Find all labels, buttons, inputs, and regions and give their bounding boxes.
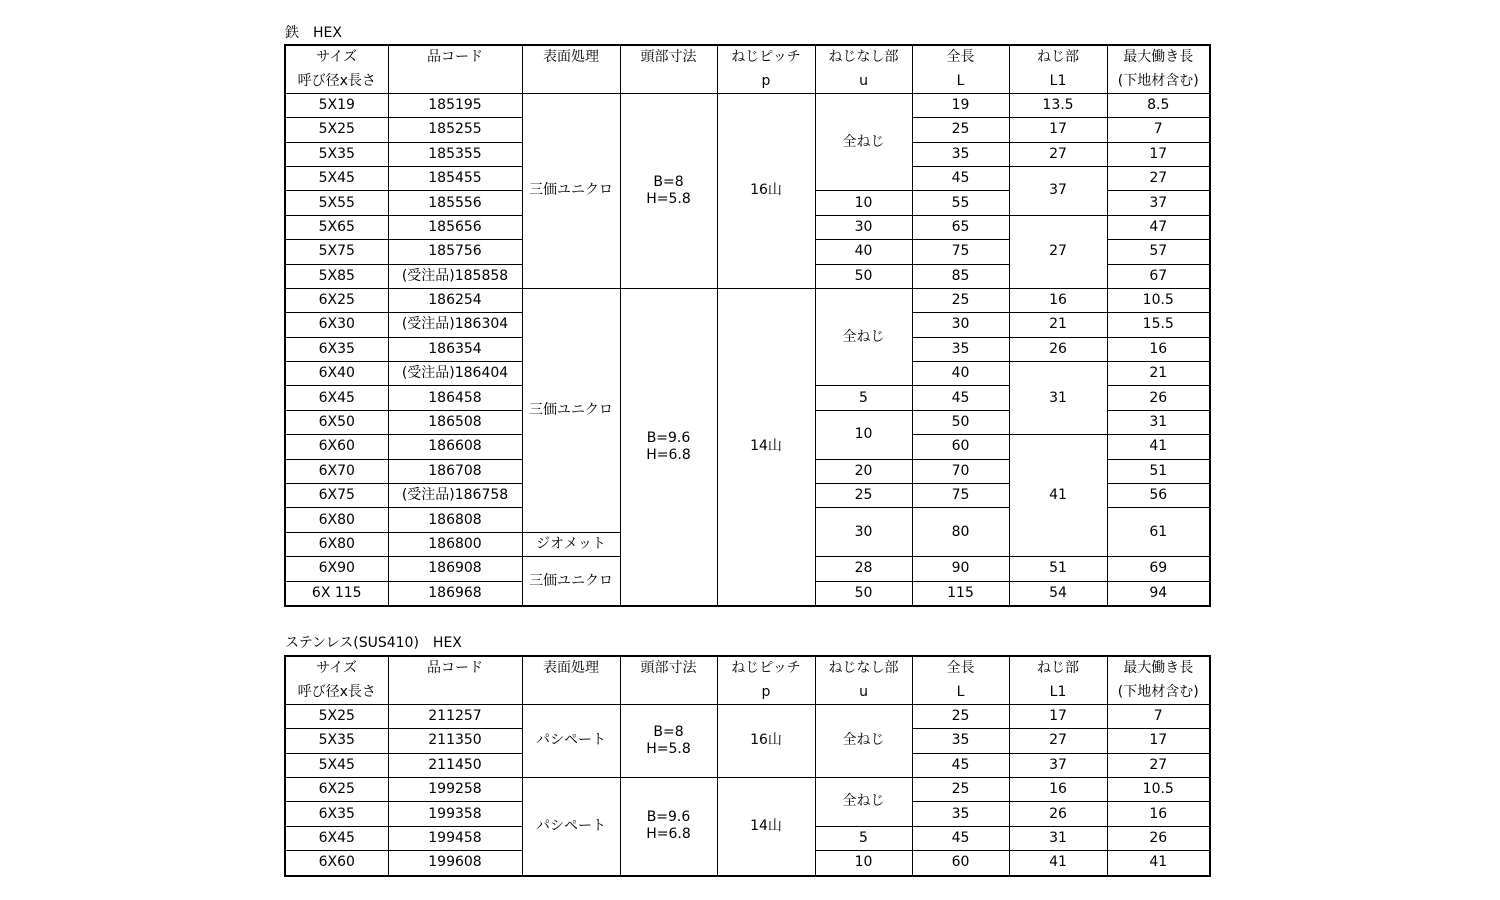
header-cell bbox=[388, 69, 522, 93]
size-cell: 5X25 bbox=[285, 118, 388, 142]
unthreaded-cell: 10 bbox=[815, 191, 912, 215]
product-code-cell: 185355 bbox=[388, 142, 522, 166]
size-cell: 6X45 bbox=[285, 826, 388, 850]
product-code-cell: 186508 bbox=[388, 410, 522, 434]
header-cell: L bbox=[912, 69, 1009, 93]
thread-length-cell: 26 bbox=[1009, 337, 1107, 361]
product-code-cell: 185255 bbox=[388, 118, 522, 142]
max-work-length-cell: 26 bbox=[1107, 386, 1210, 410]
header-cell bbox=[620, 680, 717, 704]
table-row bbox=[285, 777, 1210, 801]
thread-length-cell: 41 bbox=[1009, 851, 1107, 876]
size-cell: 6X25 bbox=[285, 777, 388, 801]
product-code-cell: 211257 bbox=[388, 704, 522, 728]
max-work-length-cell: 67 bbox=[1107, 264, 1210, 288]
surface-treatment-cell: 三価ユニクロ bbox=[522, 288, 620, 532]
unthreaded-cell: 25 bbox=[815, 484, 912, 508]
length-cell: 70 bbox=[912, 459, 1009, 483]
thread-pitch-cell: 14山 bbox=[717, 777, 815, 875]
header-cell bbox=[522, 680, 620, 704]
length-cell: 85 bbox=[912, 264, 1009, 288]
product-code-cell: 186354 bbox=[388, 337, 522, 361]
surface-treatment-cell: ジオメット bbox=[522, 532, 620, 556]
max-work-length-cell: 7 bbox=[1107, 118, 1210, 142]
max-work-length-cell: 7 bbox=[1107, 704, 1210, 728]
header-cell: ねじ部 bbox=[1009, 45, 1107, 69]
size-cell: 5X75 bbox=[285, 240, 388, 264]
unthreaded-cell: 30 bbox=[815, 215, 912, 239]
size-cell: 5X85 bbox=[285, 264, 388, 288]
header-cell: ねじなし部 bbox=[815, 45, 912, 69]
header-cell: 頭部寸法 bbox=[620, 45, 717, 69]
max-work-length-cell: 31 bbox=[1107, 410, 1210, 434]
length-cell: 115 bbox=[912, 581, 1009, 606]
thread-length-cell: 17 bbox=[1009, 118, 1107, 142]
surface-treatment-cell: 三価ユニクロ bbox=[522, 557, 620, 606]
unthreaded-cell: 全ねじ bbox=[815, 93, 912, 191]
product-code-cell: (受注品)185858 bbox=[388, 264, 522, 288]
max-work-length-cell: 17 bbox=[1107, 729, 1210, 753]
max-work-length-cell: 16 bbox=[1107, 337, 1210, 361]
unthreaded-cell: 20 bbox=[815, 459, 912, 483]
max-work-length-cell: 17 bbox=[1107, 142, 1210, 166]
thread-length-cell: 26 bbox=[1009, 802, 1107, 826]
length-cell: 35 bbox=[912, 802, 1009, 826]
header-cell: 表面処理 bbox=[522, 45, 620, 69]
length-cell: 25 bbox=[912, 777, 1009, 801]
max-work-length-cell: 15.5 bbox=[1107, 313, 1210, 337]
length-cell: 60 bbox=[912, 435, 1009, 459]
product-code-cell: 186908 bbox=[388, 557, 522, 581]
max-work-length-cell: 56 bbox=[1107, 484, 1210, 508]
length-cell: 19 bbox=[912, 93, 1009, 117]
unthreaded-cell: 全ねじ bbox=[815, 704, 912, 777]
thread-length-cell: 41 bbox=[1009, 435, 1107, 557]
unthreaded-cell: 30 bbox=[815, 508, 912, 557]
length-cell: 35 bbox=[912, 142, 1009, 166]
max-work-length-cell: 27 bbox=[1107, 753, 1210, 777]
size-cell: 6X90 bbox=[285, 557, 388, 581]
header-cell: 頭部寸法 bbox=[620, 656, 717, 680]
surface-treatment-cell: 三価ユニクロ bbox=[522, 93, 620, 288]
header-cell: ねじ部 bbox=[1009, 656, 1107, 680]
thread-length-cell: 16 bbox=[1009, 288, 1107, 312]
size-cell: 5X45 bbox=[285, 166, 388, 190]
product-code-cell: (受注品)186758 bbox=[388, 484, 522, 508]
unthreaded-cell: 5 bbox=[815, 826, 912, 850]
header-cell: 呼び径x長さ bbox=[285, 680, 388, 704]
length-cell: 45 bbox=[912, 166, 1009, 190]
product-code-cell: 186458 bbox=[388, 386, 522, 410]
size-cell: 5X35 bbox=[285, 142, 388, 166]
thread-length-cell: 27 bbox=[1009, 729, 1107, 753]
product-code-cell: 199358 bbox=[388, 802, 522, 826]
thread-length-cell: 37 bbox=[1009, 166, 1107, 215]
product-code-cell: 185656 bbox=[388, 215, 522, 239]
head-dimension-cell: B=9.6 H=6.8 bbox=[620, 777, 717, 875]
thread-length-cell: 27 bbox=[1009, 142, 1107, 166]
max-work-length-cell: 27 bbox=[1107, 166, 1210, 190]
header-cell bbox=[388, 680, 522, 704]
table-caption-iron: 鉄 HEX bbox=[285, 25, 342, 41]
length-cell: 25 bbox=[912, 288, 1009, 312]
max-work-length-cell: 57 bbox=[1107, 240, 1210, 264]
size-cell: 5X65 bbox=[285, 215, 388, 239]
header-cell: ねじピッチ bbox=[717, 656, 815, 680]
max-work-length-cell: 51 bbox=[1107, 459, 1210, 483]
product-code-cell: 186708 bbox=[388, 459, 522, 483]
max-work-length-cell: 94 bbox=[1107, 581, 1210, 606]
size-cell: 6X60 bbox=[285, 435, 388, 459]
unthreaded-cell: 5 bbox=[815, 386, 912, 410]
table-row bbox=[285, 93, 1210, 117]
length-cell: 40 bbox=[912, 362, 1009, 386]
max-work-length-cell: 41 bbox=[1107, 435, 1210, 459]
thread-length-cell: 16 bbox=[1009, 777, 1107, 801]
size-cell: 6X45 bbox=[285, 386, 388, 410]
product-code-cell: 186808 bbox=[388, 508, 522, 532]
max-work-length-cell: 16 bbox=[1107, 802, 1210, 826]
thread-length-cell: 51 bbox=[1009, 557, 1107, 581]
unthreaded-cell: 全ねじ bbox=[815, 288, 912, 386]
header-cell: サイズ bbox=[285, 45, 388, 69]
header-cell: p bbox=[717, 69, 815, 93]
size-cell: 6X50 bbox=[285, 410, 388, 434]
thread-pitch-cell: 16山 bbox=[717, 704, 815, 777]
length-cell: 45 bbox=[912, 826, 1009, 850]
product-code-cell: 199258 bbox=[388, 777, 522, 801]
product-code-cell: 186608 bbox=[388, 435, 522, 459]
product-code-cell: (受注品)186404 bbox=[388, 362, 522, 386]
header-cell: 全長 bbox=[912, 656, 1009, 680]
header-cell: 呼び径x長さ bbox=[285, 69, 388, 93]
header-cell: L bbox=[912, 680, 1009, 704]
header-cell: 最大働き長 bbox=[1107, 45, 1210, 69]
length-cell: 25 bbox=[912, 704, 1009, 728]
spec-table-body bbox=[285, 45, 1210, 606]
header-cell: ねじピッチ bbox=[717, 45, 815, 69]
unthreaded-cell: 50 bbox=[815, 581, 912, 606]
header-row bbox=[285, 69, 1210, 93]
size-cell: 5X25 bbox=[285, 704, 388, 728]
unthreaded-cell: 10 bbox=[815, 410, 912, 459]
surface-treatment-cell: パシペート bbox=[522, 777, 620, 875]
header-cell: 品コード bbox=[388, 45, 522, 69]
header-row bbox=[285, 45, 1210, 69]
size-cell: 6X70 bbox=[285, 459, 388, 483]
thread-length-cell: 31 bbox=[1009, 826, 1107, 850]
length-cell: 35 bbox=[912, 729, 1009, 753]
length-cell: 25 bbox=[912, 118, 1009, 142]
header-cell: (下地材含む) bbox=[1107, 69, 1210, 93]
size-cell: 5X55 bbox=[285, 191, 388, 215]
product-code-cell: 211350 bbox=[388, 729, 522, 753]
head-dimension-cell: B=8 H=5.8 bbox=[620, 93, 717, 288]
head-dimension-cell: B=8 H=5.8 bbox=[620, 704, 717, 777]
spec-table-stainless bbox=[284, 655, 1211, 877]
thread-length-cell: 17 bbox=[1009, 704, 1107, 728]
size-cell: 6X40 bbox=[285, 362, 388, 386]
header-cell: p bbox=[717, 680, 815, 704]
thread-pitch-cell: 16山 bbox=[717, 93, 815, 288]
header-cell: u bbox=[815, 680, 912, 704]
length-cell: 80 bbox=[912, 508, 1009, 557]
spec-table-iron bbox=[284, 44, 1211, 607]
size-cell: 6X25 bbox=[285, 288, 388, 312]
length-cell: 90 bbox=[912, 557, 1009, 581]
header-cell: 品コード bbox=[388, 656, 522, 680]
size-cell: 6X35 bbox=[285, 337, 388, 361]
product-code-cell: 185556 bbox=[388, 191, 522, 215]
surface-treatment-cell: パシペート bbox=[522, 704, 620, 777]
header-cell: u bbox=[815, 69, 912, 93]
size-cell: 6X35 bbox=[285, 802, 388, 826]
header-cell: ねじなし部 bbox=[815, 656, 912, 680]
size-cell: 6X80 bbox=[285, 532, 388, 556]
spec-table-body bbox=[285, 656, 1210, 876]
thread-length-cell: 21 bbox=[1009, 313, 1107, 337]
max-work-length-cell: 21 bbox=[1107, 362, 1210, 386]
thread-length-cell: 31 bbox=[1009, 362, 1107, 435]
header-cell: L1 bbox=[1009, 69, 1107, 93]
size-cell: 6X30 bbox=[285, 313, 388, 337]
header-cell: L1 bbox=[1009, 680, 1107, 704]
product-code-cell: (受注品)186304 bbox=[388, 313, 522, 337]
header-cell bbox=[522, 69, 620, 93]
table-caption-stainless: ステンレス(SUS410) HEX bbox=[285, 635, 462, 651]
length-cell: 45 bbox=[912, 386, 1009, 410]
header-row bbox=[285, 680, 1210, 704]
product-code-cell: 186800 bbox=[388, 532, 522, 556]
max-work-length-cell: 10.5 bbox=[1107, 288, 1210, 312]
product-code-cell: 199458 bbox=[388, 826, 522, 850]
length-cell: 65 bbox=[912, 215, 1009, 239]
size-cell: 6X60 bbox=[285, 851, 388, 876]
length-cell: 55 bbox=[912, 191, 1009, 215]
unthreaded-cell: 28 bbox=[815, 557, 912, 581]
size-cell: 6X75 bbox=[285, 484, 388, 508]
unthreaded-cell: 全ねじ bbox=[815, 777, 912, 826]
max-work-length-cell: 69 bbox=[1107, 557, 1210, 581]
max-work-length-cell: 37 bbox=[1107, 191, 1210, 215]
header-cell bbox=[620, 69, 717, 93]
header-row bbox=[285, 656, 1210, 680]
head-dimension-cell: B=9.6 H=6.8 bbox=[620, 288, 717, 606]
length-cell: 45 bbox=[912, 753, 1009, 777]
max-work-length-cell: 8.5 bbox=[1107, 93, 1210, 117]
size-cell: 6X 115 bbox=[285, 581, 388, 606]
product-code-cell: 186968 bbox=[388, 581, 522, 606]
thread-length-cell: 54 bbox=[1009, 581, 1107, 606]
thread-length-cell: 13.5 bbox=[1009, 93, 1107, 117]
length-cell: 50 bbox=[912, 410, 1009, 434]
header-cell: 表面処理 bbox=[522, 656, 620, 680]
size-cell: 5X19 bbox=[285, 93, 388, 117]
thread-pitch-cell: 14山 bbox=[717, 288, 815, 606]
table-row bbox=[285, 704, 1210, 728]
unthreaded-cell: 10 bbox=[815, 851, 912, 876]
header-cell: (下地材含む) bbox=[1107, 680, 1210, 704]
length-cell: 75 bbox=[912, 484, 1009, 508]
size-cell: 5X45 bbox=[285, 753, 388, 777]
length-cell: 60 bbox=[912, 851, 1009, 876]
max-work-length-cell: 41 bbox=[1107, 851, 1210, 876]
max-work-length-cell: 10.5 bbox=[1107, 777, 1210, 801]
product-code-cell: 185195 bbox=[388, 93, 522, 117]
product-code-cell: 185756 bbox=[388, 240, 522, 264]
unthreaded-cell: 50 bbox=[815, 264, 912, 288]
max-work-length-cell: 61 bbox=[1107, 508, 1210, 557]
thread-length-cell: 37 bbox=[1009, 753, 1107, 777]
length-cell: 30 bbox=[912, 313, 1009, 337]
product-code-cell: 211450 bbox=[388, 753, 522, 777]
table-row bbox=[285, 288, 1210, 312]
max-work-length-cell: 47 bbox=[1107, 215, 1210, 239]
size-cell: 5X35 bbox=[285, 729, 388, 753]
header-cell: サイズ bbox=[285, 656, 388, 680]
max-work-length-cell: 26 bbox=[1107, 826, 1210, 850]
product-code-cell: 186254 bbox=[388, 288, 522, 312]
length-cell: 75 bbox=[912, 240, 1009, 264]
unthreaded-cell: 40 bbox=[815, 240, 912, 264]
product-code-cell: 199608 bbox=[388, 851, 522, 876]
size-cell: 6X80 bbox=[285, 508, 388, 532]
length-cell: 35 bbox=[912, 337, 1009, 361]
thread-length-cell: 27 bbox=[1009, 215, 1107, 288]
header-cell: 最大働き長 bbox=[1107, 656, 1210, 680]
header-cell: 全長 bbox=[912, 45, 1009, 69]
product-code-cell: 185455 bbox=[388, 166, 522, 190]
